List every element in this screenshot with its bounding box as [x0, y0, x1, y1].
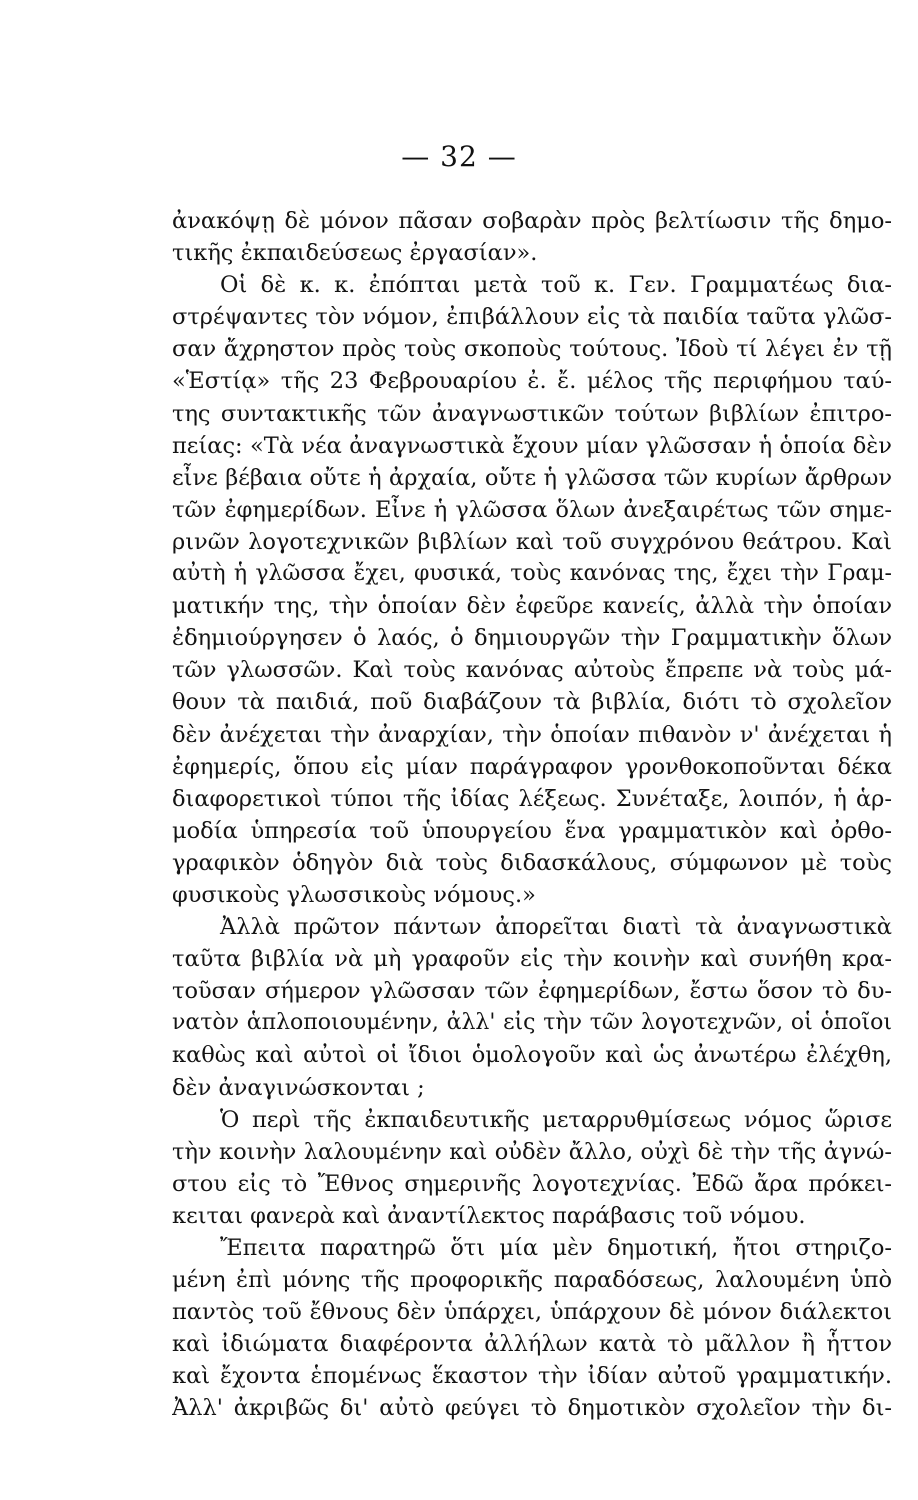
text-line: της συντακτικῆς τῶν ἀναγνωστικῶν τούτων βιβλίων ἐπιτρο- [172, 400, 892, 427]
text-line: τῶν γλωσσῶν. Καὶ τοὺς κανόνας αὐτοὺς ἔπρεπε νὰ τοὺς μά- [172, 657, 892, 684]
text-line: ἐφημερίς, ὅπου εἰς μίαν παράγραφον γρονθοκοποῦνται δέκα [172, 753, 892, 780]
text-line: καθὼς καὶ αὐτοὶ οἱ ἴδιοι ὁμολογοῦν καὶ ὡς ἀνωτέρω ἐλέχθη, [172, 1042, 892, 1069]
text-line: Οἱ δὲ κ. κ. ἐπόπται μετὰ τοῦ κ. Γεν. Γραμματέως δια- [220, 272, 892, 299]
text-line: διαφορετικοὶ τύποι τῆς ἰδίας λέξεως. Συνέταξε, λοιπόν, ἡ ἁρ- [172, 785, 892, 812]
text-line: ματικήν της, τὴν ὁποίαν δὲν ἐφεῦρε κανείς, ἀλλὰ τὴν ὁποίαν [172, 593, 892, 620]
text-line: πείας: «Τὰ νέα ἀναγνωστικὰ ἔχουν μίαν γλῶσσαν ἡ ὁποία δὲν [172, 432, 892, 459]
text-line: σαν ἄχρηστον πρὸς τοὺς σκοποὺς τούτους. Ἰδοὺ τί λέγει ἐν τῇ [172, 336, 892, 363]
text-line: ἐδημιούργησεν ὁ λαός, ὁ δημιουργῶν τὴν Γραμματικὴν ὅλων [172, 625, 892, 652]
text-line: νατὸν ἁπλοποιουμένην, ἀλλ' εἰς τὴν τῶν λογοτεχνῶν, οἱ ὁποῖοι [172, 1010, 892, 1036]
text-line: ἀνακόψῃ δὲ μόνον πᾶσαν σοβαρὰν πρὸς βελτίωσιν τῆς δημο- [172, 208, 892, 234]
text-line: «Ἑστίᾳ» τῆς 23 Φεβρουαρίου ἐ. ἔ. μέλος τῆς περιφήμου ταύ- [172, 368, 892, 395]
text-line: καὶ ἔχοντα ἑπομένως ἕκαστον τὴν ἰδίαν αὐτοῦ γραμματικήν. [172, 1363, 892, 1390]
text-line: μοδία ὑπηρεσία τοῦ ὑπουργείου ἕνα γραμματικὸν καὶ ὀρθο- [172, 817, 892, 844]
text-line: ρινῶν λογοτεχνικῶν βιβλίων καὶ τοῦ συγχρόνου θεάτρου. Καὶ [172, 528, 892, 555]
text-line: Ὁ περὶ τῆς ἐκπαιδευτικῆς μεταρρυθμίσεως νόμος ὥρισε [220, 1106, 892, 1133]
text-line: Ἀλλὰ πρῶτον πάντων ἀπορεῖται διατὶ τὰ ἀναγνωστικὰ [220, 914, 892, 941]
text-line: τοῦσαν σήμερον γλῶσσαν τῶν ἐφημερίδων, ἔστω ὅσον τὸ δυ- [172, 978, 892, 1005]
text-line: τῶν ἐφημερίδων. Εἶνε ἡ γλῶσσα ὅλων ἀνεξαιρέτως τῶν σημε- [172, 496, 892, 523]
text-line: εἶνε βέβαια οὔτε ἡ ἀρχαία, οὔτε ἡ γλῶσσα τῶν κυρίων ἄρθρων [172, 464, 892, 491]
text-line: μένη ἐπὶ μόνης τῆς προφορικῆς παραδόσεως, λαλουμένη ὑπὸ [172, 1267, 892, 1294]
text-line: τὴν κοινὴν λαλουμένην καὶ οὐδὲν ἄλλο, οὐχὶ δὲ τὴν τῆς ἀγνώ- [172, 1138, 892, 1165]
text-line: θουν τὰ παιδιά, ποῦ διαβάζουν τὰ βιβλία, διότι τὸ σχολεῖον [172, 689, 892, 716]
text-line: καὶ ἰδιώματα διαφέροντα ἀλλήλων κατὰ τὸ μᾶλλον ἢ ἧττον [172, 1331, 892, 1358]
text-line: δὲν ἀνέχεται τὴν ἀναρχίαν, τὴν ὁποίαν πιθανὸν ν' ἀνέχεται ἡ [172, 721, 892, 748]
text-line: φυσικοὺς γλωσσικοὺς νόμους.» [172, 881, 536, 908]
text-line: ταῦτα βιβλία νὰ μὴ γραφοῦν εἰς τὴν κοινὴν καὶ συνήθη κρα- [172, 946, 892, 973]
page-number: — 32 — [401, 140, 517, 173]
text-line: παντὸς τοῦ ἔθνους δὲν ὑπάρχει, ὑπάρχουν δὲ μόνον διάλεκτοι [172, 1299, 892, 1326]
text-line: στου εἰς τὸ Ἔθνος σημερινῆς λογοτεχνίας. Ἐδῶ ἄρα πρόκει- [172, 1170, 892, 1197]
text-line: κειται φανερὰ καὶ ἀναντίλεκτος παράβασις τοῦ νόμου. [172, 1202, 806, 1229]
text-line: αὐτὴ ἡ γλῶσσα ἔχει, φυσικά, τοὺς κανόνας της, ἔχει τὴν Γραμ- [172, 561, 892, 587]
text-line: Ἀλλ' ἀκριβῶς δι' αὐτὸ φεύγει τὸ δημοτικὸν σχολεῖον τὴν δι- [172, 1395, 892, 1422]
text-line: γραφικὸν ὁδηγὸν διὰ τοὺς διδασκάλους, σύμφωνον μὲ τοὺς [172, 849, 892, 876]
text-line: Ἔπειτα παρατηρῶ ὅτι μία μὲν δημοτική, ἤτοι στηριζο- [220, 1235, 892, 1261]
text-line: δὲν ἀναγινώσκονται ; [172, 1074, 425, 1101]
text-line: τικῆς ἐκπαιδεύσεως ἐργασίαν». [172, 240, 538, 267]
text-line: στρέψαντες τὸν νόμον, ἐπιβάλλουν εἰς τὰ παιδία ταῦτα γλῶσ- [172, 304, 892, 331]
body-text [172, 205, 892, 1425]
